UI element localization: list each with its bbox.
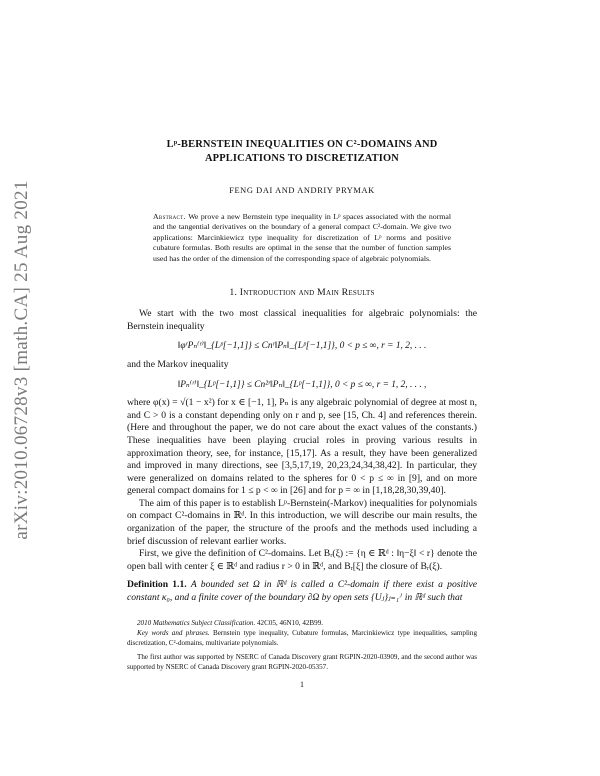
title-line-1: Lᵖ-BERNSTEIN INEQUALITIES ON C²-DOMAINS AND — [166, 139, 438, 150]
keywords-label: Key words and phrases. — [137, 629, 210, 638]
paragraph-definition-intro: First, we give the definition of C²-domains. Let Bᵣ(ξ) := {η ∈ ℝᵈ : ‖η−ξ‖ < r} denote the open ball with center ξ ∈ ℝᵈ and radius r > 0 in ℝᵈ, and Bᵣ[ξ] the closure of Bᵣ(ξ). — [127, 548, 477, 572]
arxiv-stamp — [2, 120, 42, 600]
section-number: 1. — [229, 286, 238, 298]
abstract-label: Abstract. — [153, 211, 186, 221]
paragraph-markov: and the Markov inequality — [127, 358, 229, 370]
footnotes — [127, 619, 477, 673]
section-heading — [127, 287, 477, 300]
footnote-funding: The first author was supported by NSERC of Canada Discovery grant RGPIN-2020-03909, and the second author was supported by NSERC of Canada Discovery grant RGPIN-2020-05357. — [127, 653, 477, 671]
arxiv-id: arXiv:2010.06728v3 [math.CA] 25 Aug 2021 — [11, 180, 32, 540]
page-number: 1 — [300, 679, 304, 689]
msc-codes: 42C05, 46N10, 42B99. — [257, 618, 324, 627]
title-line-2: APPLICATIONS TO DISCRETIZATION — [204, 153, 400, 164]
authors: FENG DAI AND ANDRIY PRYMAK — [229, 186, 375, 195]
markov-inequality: ‖Pₙ⁽ʳ⁾‖_{Lᵖ[−1,1]} ≤ Cn²ʳ‖Pₙ‖_{Lᵖ[−1,1]}, 0 < p ≤ ∞, r = 1, 2, . . . , — [177, 379, 427, 390]
msc-label: 2010 Mathematics Subject Classification. — [137, 618, 256, 627]
definition-label: Definition 1.1. — [127, 579, 187, 591]
abstract-text: We prove a new Bernstein type inequality in Lᵖ spaces associated with the normal and the tangential derivatives on the boundary of a general compact C²-domain. We give two applications: Marcinkiewicz type inequality for discretization of Lᵖ norms and positive cubature formulas. Both results are optimal in the sense that the number of function samples used has the order of the dimension of the corresponding space of algebraic polynomials. — [153, 211, 451, 263]
bernstein-inequality: ‖φʳPₙ⁽ʳ⁾‖_{Lᵖ[−1,1]} ≤ Cnʳ‖Pₙ‖_{Lᵖ[−1,1]}, 0 < p ≤ ∞, r = 1, 2, . . . — [177, 341, 427, 352]
paragraph-aim: The aim of this paper is to establish Lᵖ-Bernstein(-Markov) inequalities for polynomials on compact C²-domains in ℝᵈ. In this introduction, we will describe our main results, the organization of the paper, the structure of the proofs and the methods used including a brief discussion of relevant earlier works. — [127, 497, 477, 547]
paper-page — [127, 138, 477, 691]
section-title: Introduction and Main Results — [239, 286, 375, 298]
footnote-keywords — [127, 629, 477, 648]
definition-text: A bounded set Ω in ℝᵈ is called a C²-domain if there exist a positive constant κ₀, and a finite cover of the boundary ∂Ω by open sets {Uⱼ}ⱼ₌₁ᴶ in ℝᵈ such that — [127, 579, 477, 604]
paragraph-context: where φ(x) = √(1 − x²) for x ∈ [−1, 1], Pₙ is any algebraic polynomial of degree at most n, and C > 0 is a constant depending only on r and p, see [15, Ch. 4] and references therein. (Here and throughout the paper, we do not care about the exact values of the constants.) These inequalities have been playing crucial roles in proving various results in approximation theory, see, for instance, [15,17]. As a result, they have been generalized and improved in many directions, see [3,5,17,19, 20,23,24,34,38,42]. In particular, they were generalized on domains related to the spheres for 0 < p ≤ ∞ in [9], and on more general compact domains for 1 ≤ p < ∞ in [26] and for p = ∞ in [1,18,28,30,39,40]. — [127, 397, 477, 497]
paper-title — [127, 138, 477, 166]
definition-1-1 — [127, 579, 477, 604]
keywords-text: Bernstein type inequality, Cubature formulas, Marcinkiewicz type inequalities, sampling discretization, C²-domains, multivariate polynomials. — [127, 629, 477, 647]
abstract — [153, 212, 451, 265]
paragraph-intro: We start with the two most classical inequalities for algebraic polynomials: the Bernstein inequality — [127, 308, 477, 332]
footnote-msc — [127, 619, 477, 629]
